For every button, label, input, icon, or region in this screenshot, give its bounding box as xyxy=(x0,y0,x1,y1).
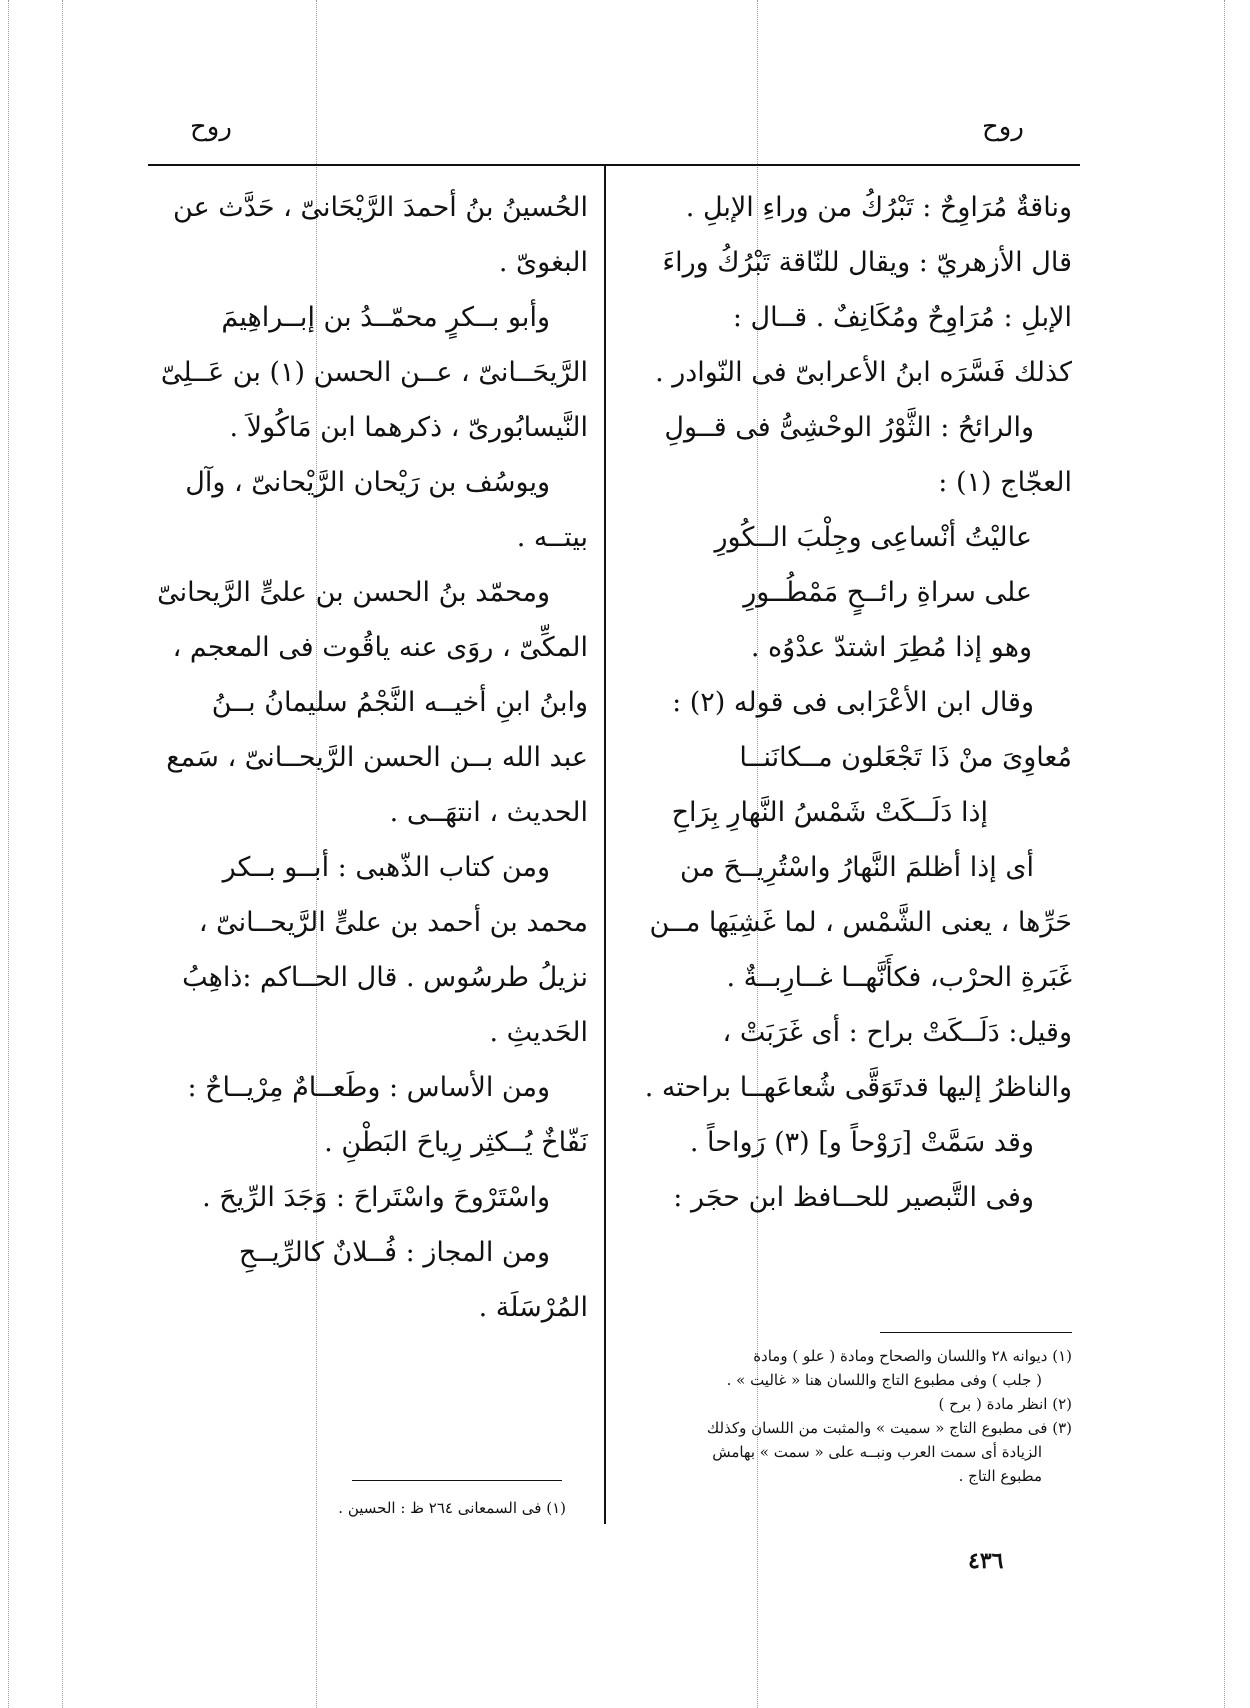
text-line: وفى التَّبصير للحــافظ ابن حجَر : xyxy=(673,1182,1034,1213)
footnotes-left xyxy=(236,1496,566,1520)
text-line: وأبو بــكرٍ محمّــدُ بن إبــراهِيمَ xyxy=(221,302,550,333)
text-line: ومن كتاب الذّهبى : أبــو بــكر xyxy=(222,852,550,883)
headword-left: روح xyxy=(190,112,232,142)
text-line: حَرِّها ، يعنى الشَّمْس ، لما غَشِيَها مــن xyxy=(649,907,1072,938)
text-line: الحديث ، انتهَــى . xyxy=(389,797,588,828)
footnote-line: (٢) انظر مادة ( برح ) xyxy=(938,1395,1072,1413)
text-line: محمد بن أحمد بن علىٍّ الرَّيحــانىّ ، xyxy=(198,907,588,938)
footnote-line: (١) ديوانه ٢٨ واللسان والصحاح ومادة ( علو ) ومادة xyxy=(753,1347,1072,1365)
text-line: المُرْسَلَة . xyxy=(478,1292,588,1323)
text-line: وقال ابن الأعْرَابى فى قوله (٢) : xyxy=(672,687,1034,718)
left-column xyxy=(140,180,588,1335)
footnotes-right xyxy=(628,1344,1072,1488)
text-line: والناظرُ إليها قدتَوَقَّى شُعاعَهــا براحته . xyxy=(644,1072,1072,1103)
text-line: الإبلِ : مُرَاوِحٌ ومُكَانِفٌ . قــال : xyxy=(732,302,1072,333)
text-line: النَّيسابُورىّ ، ذكرهما ابن مَاكُولاَ . xyxy=(229,412,588,443)
text-line: ويوسُف بن رَيْحان الرَّيْحانىّ ، وآل xyxy=(185,467,550,498)
verse-line: عاليْتُ أنْساعِى وجِلْبَ الــكُورِ xyxy=(714,522,1032,553)
text-line: العجّاج (١) : xyxy=(938,467,1072,498)
text-line: نَفّاخٌ يُــكثِر رِياحَ البَطْنِ . xyxy=(324,1127,588,1158)
footnote-line: الزيادة أى سمت العرب ونبــه على « سمت » بهامش xyxy=(712,1443,1042,1461)
text-line: ومحمّد بنُ الحسن بن علىٍّ الرَّيحانىّ xyxy=(157,577,550,608)
text-line: المكِّىّ ، روَى عنه ياقُوت فى المعجم ، xyxy=(172,632,588,663)
text-line: وقيل: دَلَــكَتْ براح : أى غَرَبَتْ ، xyxy=(722,1017,1072,1048)
footnote-line: (٣) فى مطبوع التاج « سميت » والمثبت من اللسان وكذلك xyxy=(706,1419,1072,1437)
footnote-line: (١) فى السمعانى ٢٦٤ ظ : الحسين . xyxy=(338,1499,566,1517)
text-line: ومن الأساس : وطَعــامٌ مِرْيــاحٌ : xyxy=(187,1072,550,1103)
text-line: والرائحُ : الثَّوْرُ الوحْشِىُّ فى قــولِ xyxy=(664,412,1034,443)
verse-line: مُعاوِىَ منْ ذَا تَجْعَلون مــكانَنــا xyxy=(739,742,1072,773)
text-line: نزيلُ طرسُوس . قال الحــاكم :ذاهِبُ xyxy=(182,962,588,993)
footnote-rule-left xyxy=(352,1480,562,1481)
text-line: وناقةٌ مُرَاوِحٌ : تَبْرُكُ من وراءِ الإبلِ . xyxy=(685,192,1072,223)
column-divider xyxy=(604,166,606,1524)
text-line: وابنُ ابنِ أخيــه النَّجْمُ سليمانُ بــنُ xyxy=(211,687,588,718)
text-line: وهو إذا مُطِرَ اشتدّ عدْوُه . xyxy=(750,632,1032,663)
text-line: وقد سَمَّتْ [رَوْحاً و] (٣) رَواحاً . xyxy=(689,1127,1034,1158)
verse-line: على سراةِ رائــحٍ مَمْطُــورِ xyxy=(743,577,1032,608)
text-line: البغوىّ . xyxy=(498,247,588,278)
text-line: الحُسينُ بنُ أحمدَ الرَّيْحَانىّ ، حَدَّث عن xyxy=(173,192,588,223)
text-line: كذلك فَسَّرَه ابنُ الأعرابىّ فى النّوادر . xyxy=(655,357,1072,388)
footnote-line: مطبوع التاج . xyxy=(958,1467,1042,1485)
right-column xyxy=(628,180,1072,1225)
margin-dots-right xyxy=(1224,0,1225,1708)
margin-dots xyxy=(62,0,63,1708)
text-line: أى إذا أظلمَ النَّهارُ واسْتُرِيــحَ من xyxy=(679,852,1034,883)
text-line: غَبَرةِ الحرْب، فكأَنَّهــا غــارِبــةٌ . xyxy=(726,962,1072,993)
text-line: الحَديثِ . xyxy=(489,1017,588,1048)
text-line: عبد الله بــن الحسن الرَّيحــانىّ ، سَمع xyxy=(166,742,588,773)
header-rule xyxy=(148,164,1080,166)
text-line: قال الأزهريّ : ويقال للنّاقة تَبْرُكُ وراءَ xyxy=(662,247,1072,278)
page-number: ٤٣٦ xyxy=(968,1548,1004,1574)
footnote-line: ( جلب ) وفى مطبوع التاج واللسان هنا « غاليت » . xyxy=(726,1371,1042,1389)
text-line: ومن المجاز : فُــلانٌ كالرِّيــحِ xyxy=(238,1237,550,1268)
footnote-rule-right xyxy=(880,1332,1072,1333)
margin-dots-left xyxy=(8,0,9,1708)
headword-right: روح xyxy=(982,112,1024,142)
text-line: الرَّيحَــانىّ ، عــن الحسن (١) بن عَــلِىّ xyxy=(160,357,588,388)
verse-line: إذا دَلَــكَتْ شَمْسُ النَّهارِ بِرَاحِ xyxy=(671,797,988,828)
text-line: واسْتَرْوحَ واسْتَراحَ : وَجَدَ الرِّيحَ . xyxy=(202,1182,550,1213)
text-line: بيتــه . xyxy=(516,522,588,553)
